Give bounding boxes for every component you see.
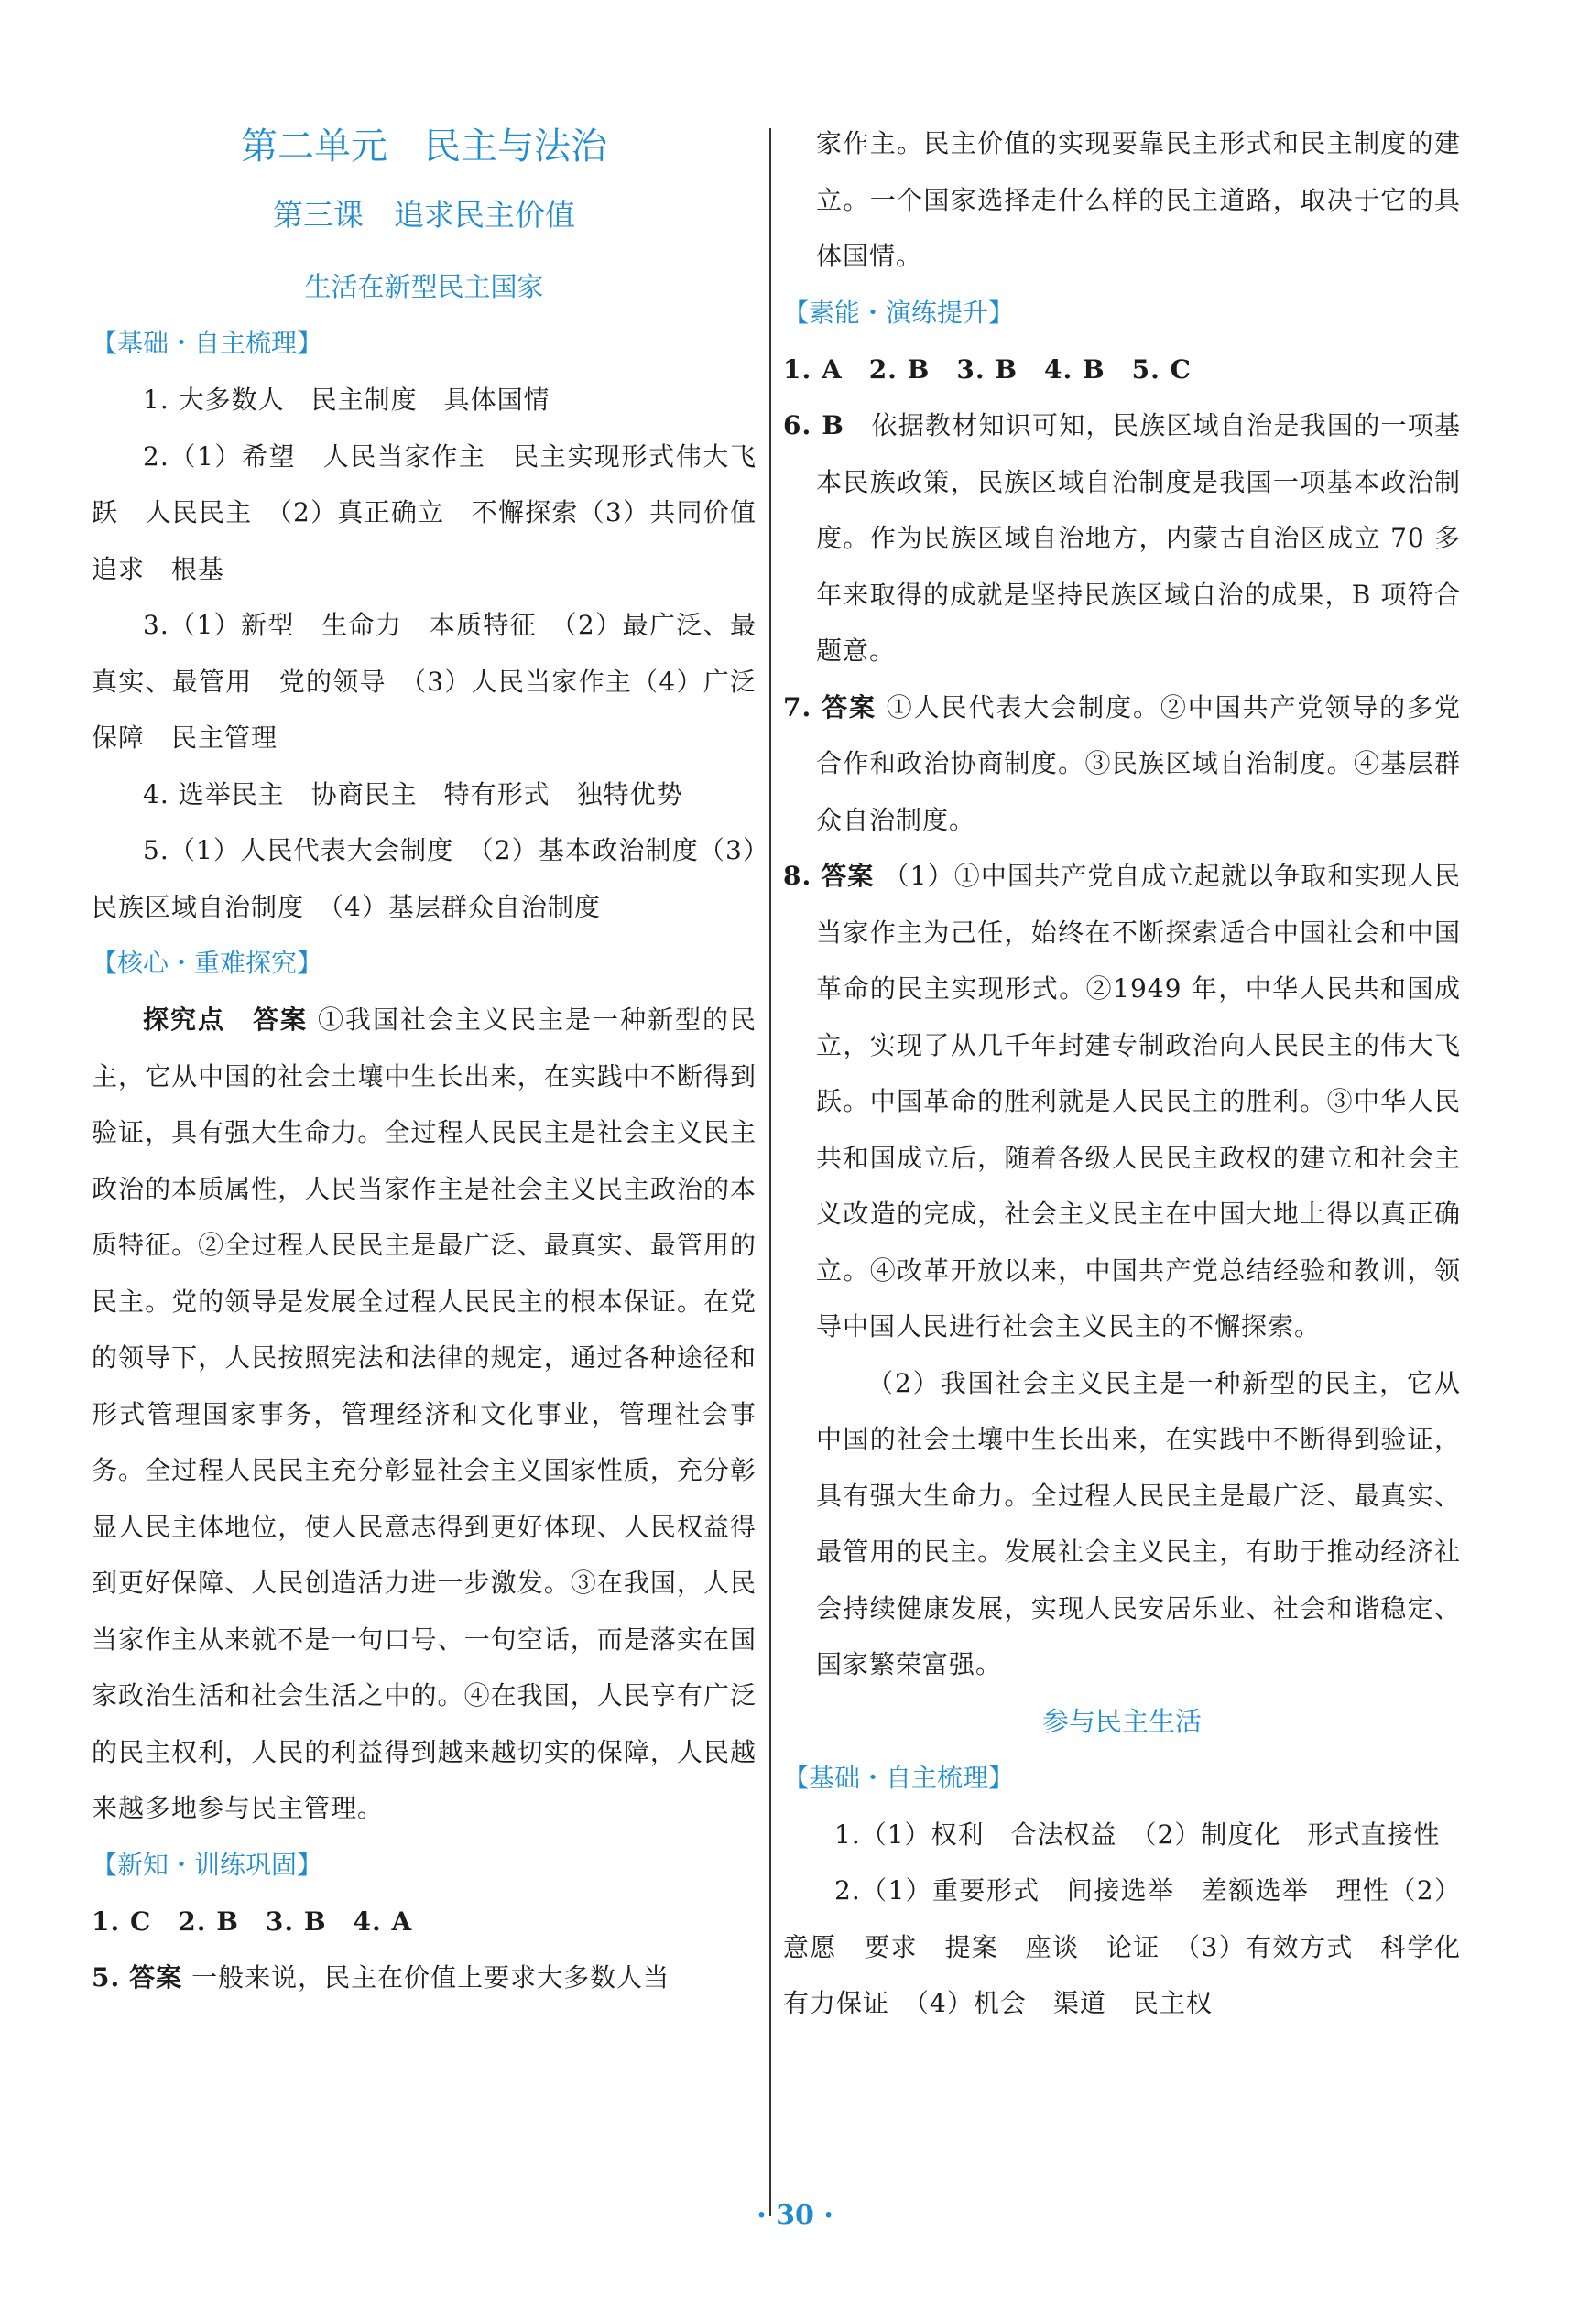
skill-answers: 1. A 2. B 3. B 4. B 5. C — [783, 353, 1192, 385]
q6-text: 依据教材知识可知，民族区域自治是我国的一项基本民族政策，民族区域自治制度是我国一项基本政治制度。作为民族区域自治地方，内蒙古自治区成立 70 多年来取得的成就是坚持民族区域自治的成果，B 项符合题意。 — [816, 410, 1461, 666]
right-column — [783, 115, 1488, 2032]
q5-number: 5. — [92, 1962, 121, 1993]
question-6 — [783, 397, 1461, 679]
basic-tag: 【基础・自主梳理】 — [92, 328, 323, 358]
q7-text: ①人民代表大会制度。②中国共产党领导的多党合作和政治协商制度。③民族区域自治制度。④基层群众自治制度。 — [816, 691, 1461, 835]
basic-item-3: 3.（1）新型 生命力 本质特征 （2）最广泛、最真实、最管用 党的领导 （3）人民当家作主（4）广泛 保障 民主管理 — [92, 610, 784, 753]
q5-continued: 家作主。民主价值的实现要靠民主形式和民主制度的建立。一个国家选择走什么样的民主道路，取决于它的具体国情。 — [816, 128, 1461, 271]
q7-label: 答案 — [822, 691, 877, 722]
question-8 — [783, 848, 1461, 1355]
left-column — [92, 119, 784, 2006]
new-answers: 1. C 2. B 3. B 4. A — [92, 1906, 413, 1937]
lesson-title: 第三课 追求民主价值 — [273, 197, 575, 233]
skill-tag: 【素能・演练提升】 — [783, 297, 1015, 328]
basic-item-4: 4. 选举民主 协商民主 特有形式 独特优势 — [143, 778, 683, 809]
q8-text-2: （2）我国社会主义民主是一种新型的民主，它从中国的社会土壤中生长出来，在实践中不断得到验证，具有强大生命力。全过程人民民主是最广泛、最真实、最管用的民主。发展社会主义民主，有助于推动经济社会持续健康发展，实现人民安居乐业、社会和谐稳定、国家繁荣富强。 — [816, 1367, 1461, 1679]
explore-label: 探究点 答案 — [143, 1005, 309, 1035]
column-divider — [769, 128, 771, 2216]
question-7 — [783, 679, 1461, 849]
core-tag: 【核心・重难探究】 — [92, 948, 323, 978]
q7-number: 7. — [783, 691, 812, 722]
section-title: 生活在新型民主国家 — [304, 271, 544, 302]
new-tag: 【新知・训练巩固】 — [92, 1849, 323, 1880]
q6-number: 6. B — [783, 410, 844, 440]
q8-number: 8. — [783, 861, 812, 891]
basic-item-1: 1. 大多数人 民主制度 具体国情 — [143, 385, 550, 415]
basic2-item-2: 2.（1）重要形式 间接选举 差额选举 理性（2）意愿 要求 提案 座谈 论证 （3）有效方式 科学化 有力保证 （4）机会 渠道 民主权 — [783, 1875, 1488, 2018]
page-number: · 30 · — [757, 2199, 833, 2232]
q8-text-1: （1）①中国共产党自成立起就以争取和实现人民当家作主为己任，始终在不断探索适合中国社会和中国革命的民主实现形式。②1949 年，中华人民共和国成立，实现了从几千年封建专制政治向人民民主的伟大飞跃。中国革命的胜利就是人民民主的胜利。③中华人民共和国成立后，随着各级人民民主政权的建立和社会主义改造的完成，社会主义民主在中国大地上得以真正确立。④改革开放以来，中国共产党总结经验和教训，领导中国人民进行社会主义民主的不懈探索。 — [816, 861, 1461, 1341]
question-5 — [92, 1949, 757, 2006]
explore-text: ①我国社会主义民主是一种新型的民主，它从中国的社会土壤中生长出来，在实践中不断得到验证，具有强大生命力。全过程人民民主是社会主义民主政治的本质属性，人民当家作主是社会主义民主政治的本质特征。②全过程人民民主是最广泛、最真实、最管用的民主。党的领导是发展全过程人民民主的根本保证。在党的领导下，人民按照宪法和法律的规定，通过各种途径和形式管理国家事务，管理经济和文化事业，管理社会事务。全过程人民民主充分彰显社会主义国家性质，充分彰显人民主体地位，使人民意志得到更好体现、人民权益得到更好保障、人民创造活力进一步激发。③在我国，人民当家作主从来就不是一句口号、一句空话，而是落实在国家政治生活和社会生活之中的。④在我国，人民享有广泛的民主权利，人民的利益得到越来越切实的保障，人民越来越多地参与民主管理。 — [92, 1005, 757, 1823]
q5-label: 答案 — [129, 1962, 183, 1993]
q8-label: 答案 — [821, 861, 875, 891]
basic2-item-1: 1.（1）权利 合法权益 （2）制度化 形式直接性 — [834, 1819, 1441, 1850]
unit-title: 第二单元 民主与法治 — [241, 125, 607, 168]
basic2-tag: 【基础・自主梳理】 — [783, 1762, 1015, 1793]
q5-text: 一般来说，民主在价值上要求大多数人当 — [191, 1962, 670, 1993]
basic-item-5: 5.（1）人民代表大会制度 （2）基本政治制度（3）民族区域自治制度 （4）基层群众自治制度 — [92, 835, 757, 922]
explore-answer — [92, 992, 757, 1837]
section-title-2: 参与民主生活 — [1041, 1705, 1202, 1737]
basic-item-2: 2.（1）希望 人民当家作主 民主实现形式伟大飞跃 人民民主 （2）真正确立 不懈探索（3）共同价值追求 根基 — [92, 440, 757, 584]
